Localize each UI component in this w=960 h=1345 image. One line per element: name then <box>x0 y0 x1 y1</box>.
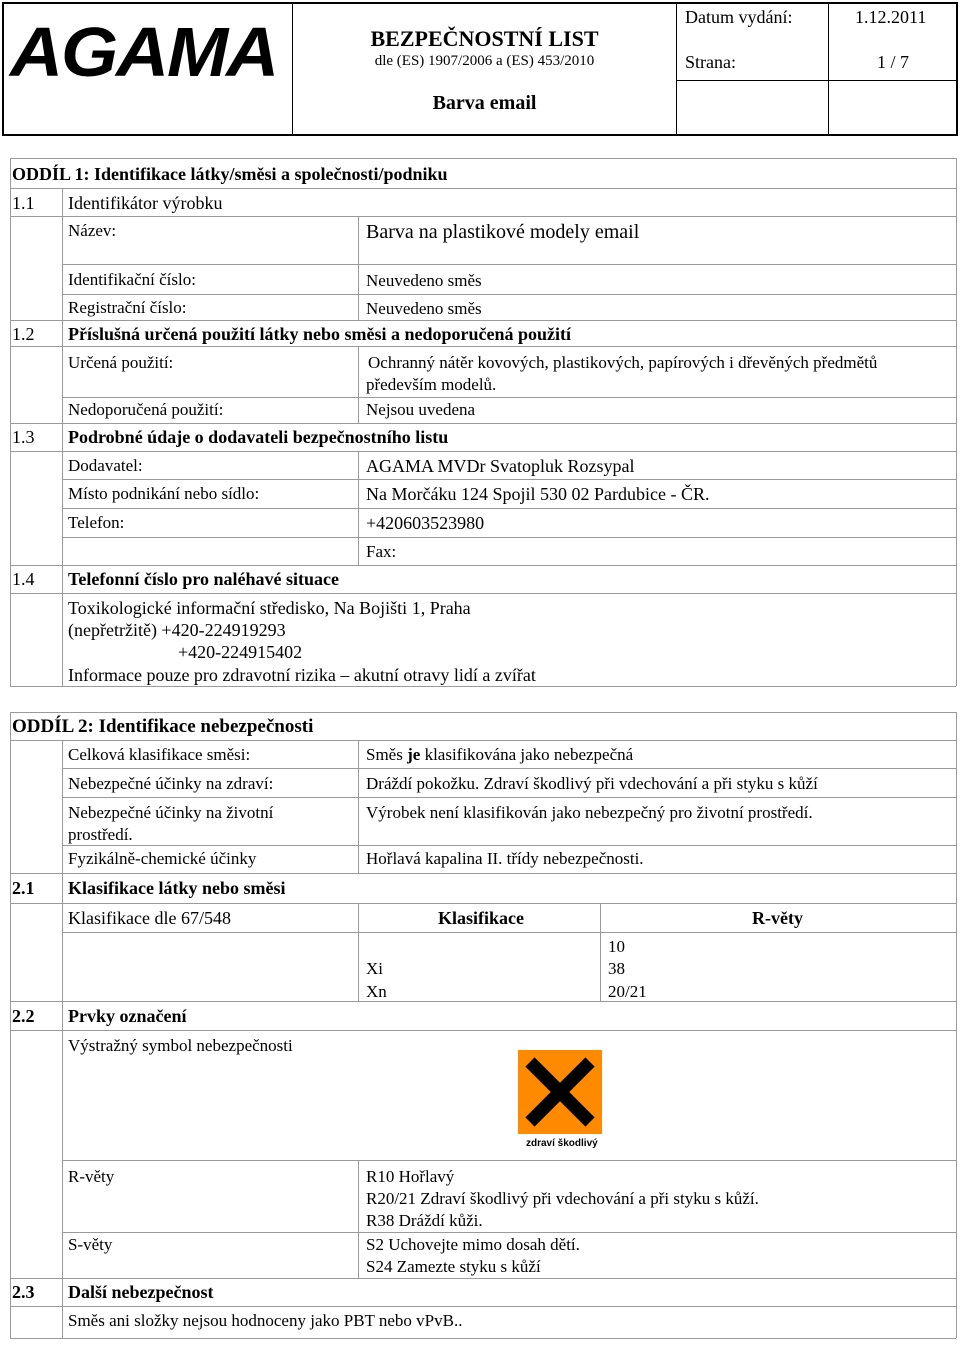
subsection-1-3-title: Podrobné údaje o dodavateli bezpečnostního listu <box>68 427 449 447</box>
classification-value: Xn <box>366 982 387 1001</box>
physchem-effects-value: Hořlavá kapalina II. třídy nebezpečnosti. <box>366 849 644 868</box>
hazard-symbol-label: Výstražný symbol nebezpečnosti <box>68 1036 293 1055</box>
overall-classification-label: Celková klasifikace směsi: <box>68 745 251 764</box>
r-phrase: R38 Dráždí kůži. <box>366 1211 483 1230</box>
regulation-reference: dle (ES) 1907/2006 a (ES) 453/2010 <box>374 53 595 69</box>
id-number-value: Neuvedeno směs <box>366 271 482 290</box>
company-logo: AGAMA <box>10 13 278 91</box>
not-recommended-use-value: Nejsou uvedena <box>366 400 476 419</box>
subsection-2-3-number: 2.3 <box>12 1282 35 1302</box>
emergency-line-3: +420-224915402 <box>178 642 303 662</box>
id-number-label: Identifikační číslo: <box>68 270 196 289</box>
r-phrase-code: 38 <box>608 959 625 978</box>
s-phrase: S2 Uchovejte mimo dosah dětí. <box>366 1235 580 1254</box>
subsection-1-2-number: 1.2 <box>12 324 35 344</box>
subsection-1-4-title: Telefonní číslo pro naléhavé situace <box>68 569 340 589</box>
subsection-1-3-number: 1.3 <box>12 427 35 447</box>
health-effects-label: Nebezpečné účinky na zdraví: <box>68 774 274 793</box>
registration-number-label: Registrační číslo: <box>68 298 187 317</box>
section-1-title: ODDÍL 1: Identifikace látky/směsi a společnosti/podniku <box>12 164 448 184</box>
section-2-title: ODDÍL 2: Identifikace nebezpečnosti <box>12 716 314 737</box>
intended-use-label: Určená použití: <box>68 353 174 372</box>
not-recommended-use-label: Nedoporučená použití: <box>68 400 224 419</box>
overall-classification-value <box>366 744 633 766</box>
supplier-label: Dodavatel: <box>68 456 143 475</box>
physchem-effects-label: Fyzikálně-chemické účinky <box>68 849 257 868</box>
classification-column-1: Klasifikace dle 67/548 <box>68 908 231 928</box>
page-label: Strana: <box>685 52 736 72</box>
overall-classification-suffix: klasifikována jako nebezpečná <box>420 745 634 764</box>
classification-column-3: R-věty <box>752 908 803 928</box>
page-number: 1 / 7 <box>877 52 910 72</box>
emergency-line-1: Toxikologické informační středisko, Na Bojišti 1, Praha <box>68 598 471 618</box>
intended-use-value-line-2: především modelů. <box>366 375 497 394</box>
fax-label: Fax: <box>366 542 397 561</box>
intended-use-value-line-1: Ochranný nátěr kovových, plastikových, papírových i dřevěných předmětů <box>368 353 878 372</box>
subsection-1-1-title: Identifikátor výrobku <box>68 193 223 213</box>
subsection-2-2-number: 2.2 <box>12 1006 35 1026</box>
registration-number-value: Neuvedeno směs <box>366 299 482 318</box>
phone-label: Telefon: <box>68 513 125 532</box>
health-effects-value: Dráždí pokožku. Zdraví škodlivý při vdechování a při styku s kůží <box>366 774 818 793</box>
subsection-1-1-number: 1.1 <box>12 193 35 213</box>
environment-effects-label-line-2: prostředí. <box>68 825 133 844</box>
environment-effects-value: Výrobek není klasifikován jako nebezpečný pro životní prostředí. <box>366 803 813 822</box>
subsection-2-1-title: Klasifikace látky nebo směsi <box>68 878 286 898</box>
address-value: Na Morčáku 124 Spojil 530 02 Pardubice - ČR. <box>366 484 710 504</box>
r-phrase-code: 10 <box>608 937 625 956</box>
product-name-label: Název: <box>68 221 117 240</box>
subsection-1-4-number: 1.4 <box>12 569 35 589</box>
s-phrases-label: S-věty <box>68 1235 113 1254</box>
overall-classification-prefix: Směs <box>366 745 408 764</box>
document-title: BEZPEČNOSTNÍ LIST <box>370 26 599 51</box>
subsection-2-1-number: 2.1 <box>12 878 35 898</box>
phone-value: +420603523980 <box>366 513 485 533</box>
r-phrases-label: R-věty <box>68 1167 115 1186</box>
emergency-line-2: (nepřetržitě) +420-224919293 <box>68 620 286 640</box>
subsection-2-2-title: Prvky označení <box>68 1006 187 1026</box>
address-label: Místo podnikání nebo sídlo: <box>68 484 260 503</box>
product-name: Barva email <box>432 92 537 114</box>
classification-value: Xi <box>366 959 383 978</box>
supplier-value: AGAMA MVDr Svatopluk Rozsypal <box>366 456 635 476</box>
classification-column-2: Klasifikace <box>438 908 524 928</box>
issue-date: 1.12.2011 <box>855 7 927 27</box>
issue-date-label: Datum vydání: <box>685 7 793 27</box>
r-phrase: R10 Hořlavý <box>366 1167 455 1186</box>
emergency-line-4: Informace pouze pro zdravotní rizika – akutní otravy lidí a zvířat <box>68 665 536 685</box>
r-phrase: R20/21 Zdraví škodlivý při vdechování a při styku s kůží. <box>366 1189 759 1208</box>
r-phrase-code: 20/21 <box>608 982 647 1001</box>
environment-effects-label-line-1: Nebezpečné účinky na životní <box>68 803 274 822</box>
other-hazards-text: Směs ani složky nejsou hodnoceny jako PBT nebo vPvB.. <box>68 1311 463 1330</box>
s-phrase: S24 Zamezte styku s kůží <box>366 1257 541 1276</box>
overall-classification-emphasis: je <box>407 745 421 764</box>
subsection-2-3-title: Další nebezpečnost <box>68 1282 214 1302</box>
pictogram-caption: zdraví škodlivý <box>526 1138 598 1149</box>
product-name-value: Barva na plastikové modely email <box>366 221 640 243</box>
subsection-1-2-title: Příslušná určená použití látky nebo směsi a nedoporučená použití <box>68 324 572 344</box>
harmful-pictogram <box>516 1046 604 1156</box>
